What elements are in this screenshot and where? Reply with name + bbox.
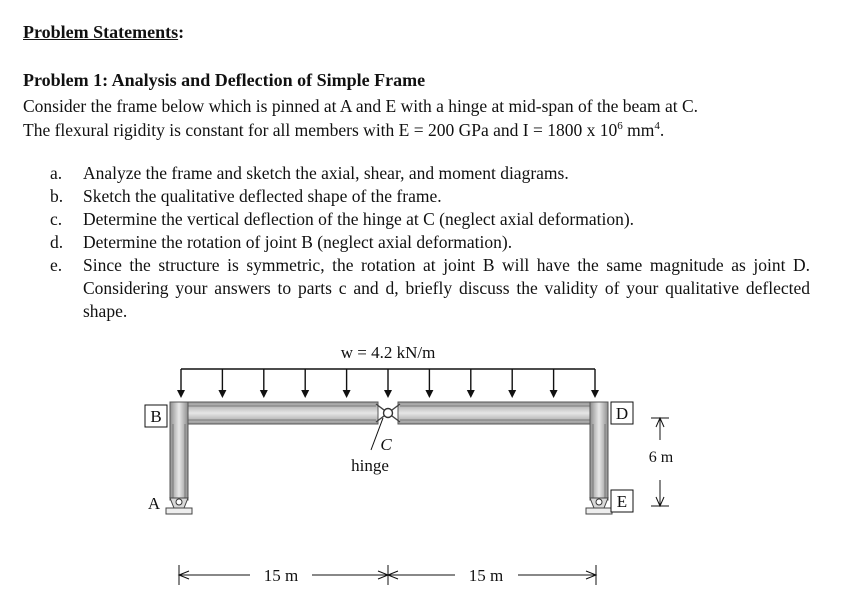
intro-line-1: Consider the frame below which is pinned at A and E with a hinge at mid-span of the beam at C. — [23, 96, 699, 116]
heading-text: Problem Statements — [23, 22, 179, 42]
problem-title: Problem 1: Analysis and Deflection of Simple Frame — [23, 70, 426, 90]
load-arrow — [508, 369, 516, 398]
beam-right — [398, 402, 608, 424]
joint-label-c: C — [380, 435, 392, 454]
part-letter: a. — [50, 163, 63, 183]
part-letter: e. — [50, 255, 63, 275]
load-arrows — [177, 369, 599, 398]
joint-label-b: B — [150, 407, 162, 426]
load-label: w = 4.2 kN/m — [340, 343, 436, 362]
intro-line-2-text: The flexural rigidity is constant for all members with E = 200 GPa and I = 1800 x 10 — [23, 120, 618, 140]
intro-period: . — [659, 120, 665, 140]
load-arrow — [177, 369, 185, 398]
joint-label-d: D — [615, 404, 629, 423]
joint-label-a: A — [147, 494, 161, 513]
heading-colon: : — [178, 22, 185, 42]
load-arrow — [343, 369, 351, 398]
part-text: Analyze the frame and sketch the axial, shear, and moment diagrams. — [83, 163, 569, 183]
load-arrow — [550, 369, 558, 398]
load-arrow — [260, 369, 268, 398]
load-arrow — [301, 369, 309, 398]
joint-label-e: E — [616, 492, 628, 511]
intro-exponent-6: 6 — [617, 120, 623, 133]
beam-left — [170, 402, 378, 424]
part-letter: b. — [50, 186, 64, 206]
hinge-label: hinge — [351, 456, 389, 475]
intro-exponent-4: 4 — [654, 120, 660, 133]
part-letter: d. — [50, 232, 64, 252]
height-dim-label: 6 m — [648, 449, 674, 466]
span-left-label: 15 m — [263, 566, 299, 585]
load-arrow — [591, 369, 599, 398]
load-arrow — [467, 369, 475, 398]
part-text: Sketch the qualitative deflected shape of the frame. — [83, 186, 442, 206]
load-arrow — [384, 369, 392, 398]
column-left — [170, 402, 188, 500]
span-right-label: 15 m — [468, 566, 504, 585]
distributed-load — [177, 369, 599, 398]
intro-unit: mm — [622, 120, 655, 140]
part-text: Since the structure is symmetric, the rotation at joint B will have the same magnitude as joint D. Considering your answers to parts c and d, briefly discuss the validity of your qualitative deflected shape. — [83, 255, 810, 321]
part-letter: c. — [50, 209, 63, 229]
part-text: Determine the vertical deflection of the hinge at C (neglect axial deformation). — [83, 209, 635, 229]
span-dimension — [179, 565, 596, 585]
load-arrow — [425, 369, 433, 398]
part-text: Determine the rotation of joint B (neglect axial deformation). — [83, 232, 513, 252]
column-right — [590, 402, 608, 500]
load-arrow — [218, 369, 226, 398]
